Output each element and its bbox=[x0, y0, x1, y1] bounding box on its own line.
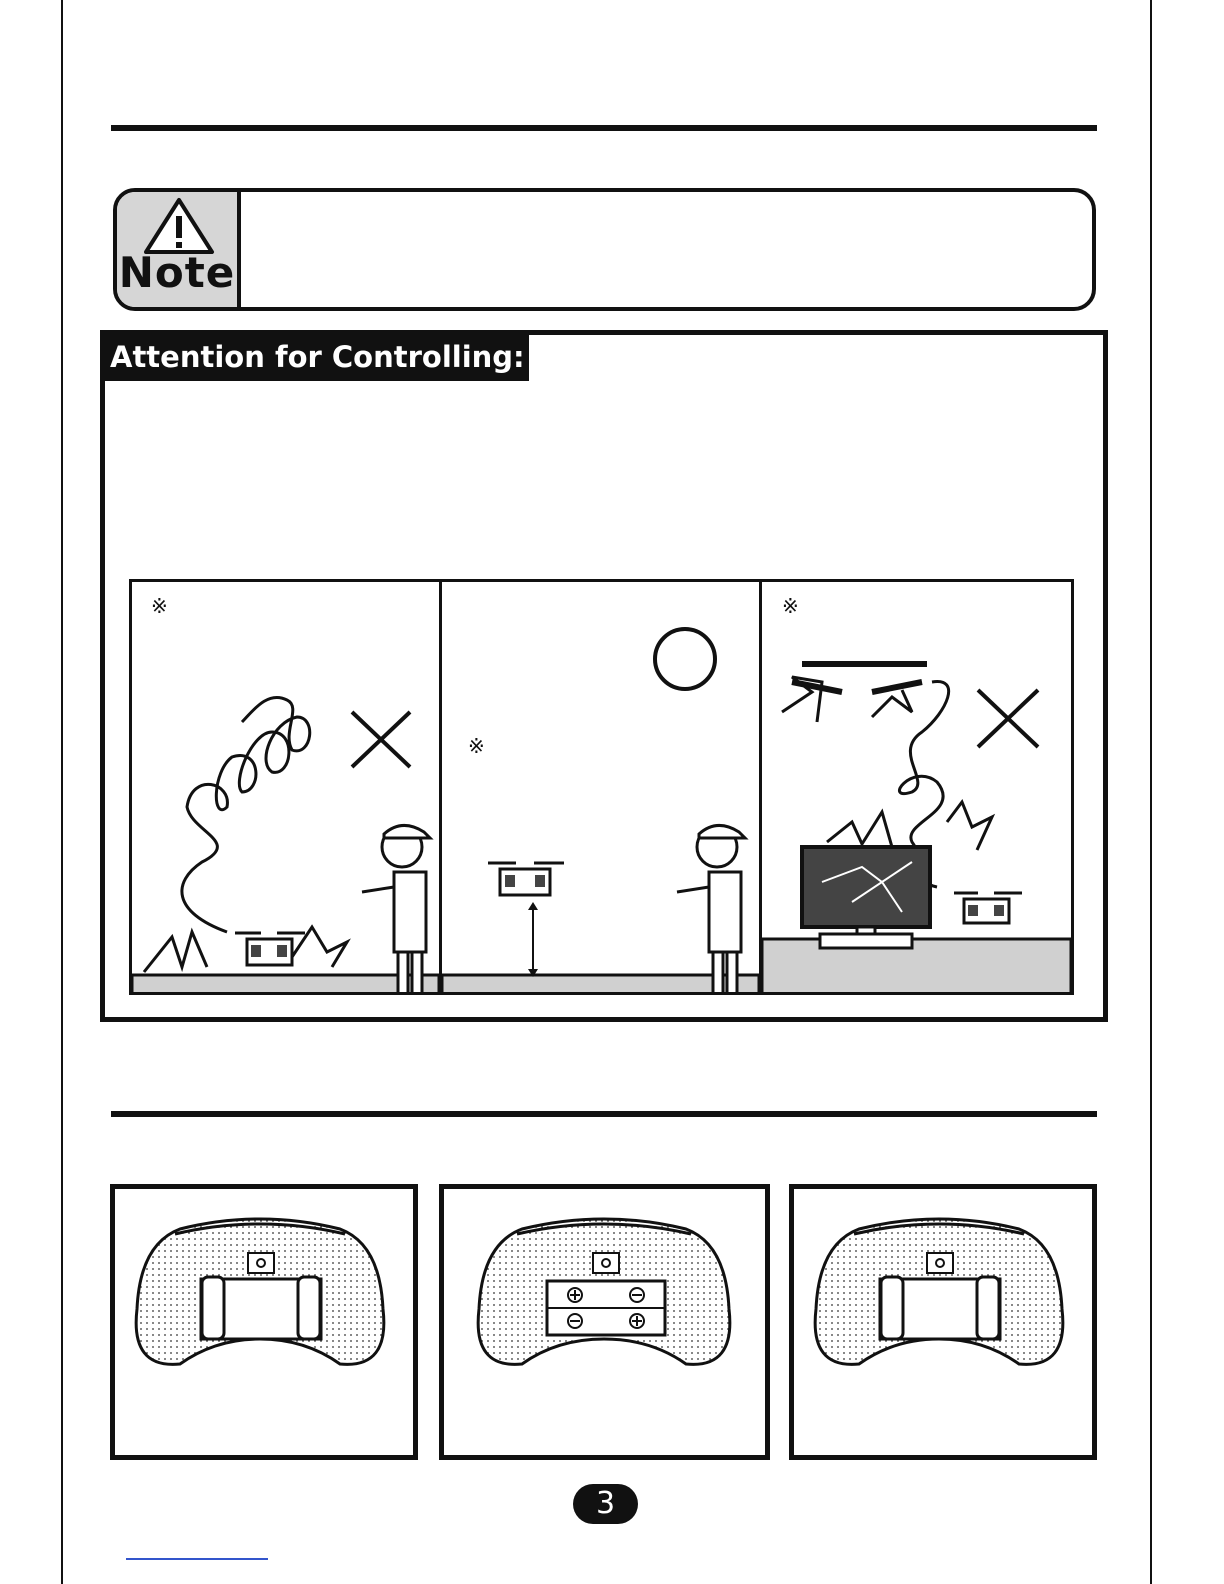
reference-mark-icon: ※ bbox=[151, 594, 168, 618]
section-rule-top bbox=[111, 125, 1097, 131]
warning-triangle-icon bbox=[117, 194, 237, 254]
battery-step-close-cover bbox=[789, 1184, 1097, 1460]
note-label: Note bbox=[118, 248, 236, 297]
note-box bbox=[113, 188, 1096, 311]
circle-icon bbox=[655, 629, 715, 689]
controller-illustration bbox=[794, 1189, 1092, 1455]
controller-illustration bbox=[444, 1189, 765, 1455]
cross-icon bbox=[352, 712, 410, 767]
reference-mark-icon: ※ bbox=[468, 734, 485, 758]
controller-illustration bbox=[115, 1189, 413, 1455]
page-number: 3 bbox=[573, 1484, 638, 1524]
illustration-panel-correct bbox=[439, 579, 762, 995]
damage-illustration bbox=[762, 582, 1071, 992]
battery-step-open-cover bbox=[110, 1184, 418, 1460]
page-border-left bbox=[61, 0, 63, 1584]
battery-step-insert bbox=[439, 1184, 770, 1460]
page-border-right bbox=[1150, 0, 1152, 1584]
correct-illustration bbox=[442, 582, 759, 992]
illustration-panel-crash bbox=[129, 579, 442, 995]
attention-title: Attention for Controlling: bbox=[104, 334, 529, 381]
footer-link-underline[interactable] bbox=[126, 1558, 268, 1560]
illustration-panel-damage bbox=[759, 579, 1074, 995]
reference-mark-icon: ※ bbox=[782, 594, 799, 618]
section-rule-bottom bbox=[111, 1111, 1097, 1117]
crash-illustration bbox=[132, 582, 439, 992]
note-badge bbox=[117, 192, 241, 307]
cross-icon bbox=[978, 690, 1038, 747]
